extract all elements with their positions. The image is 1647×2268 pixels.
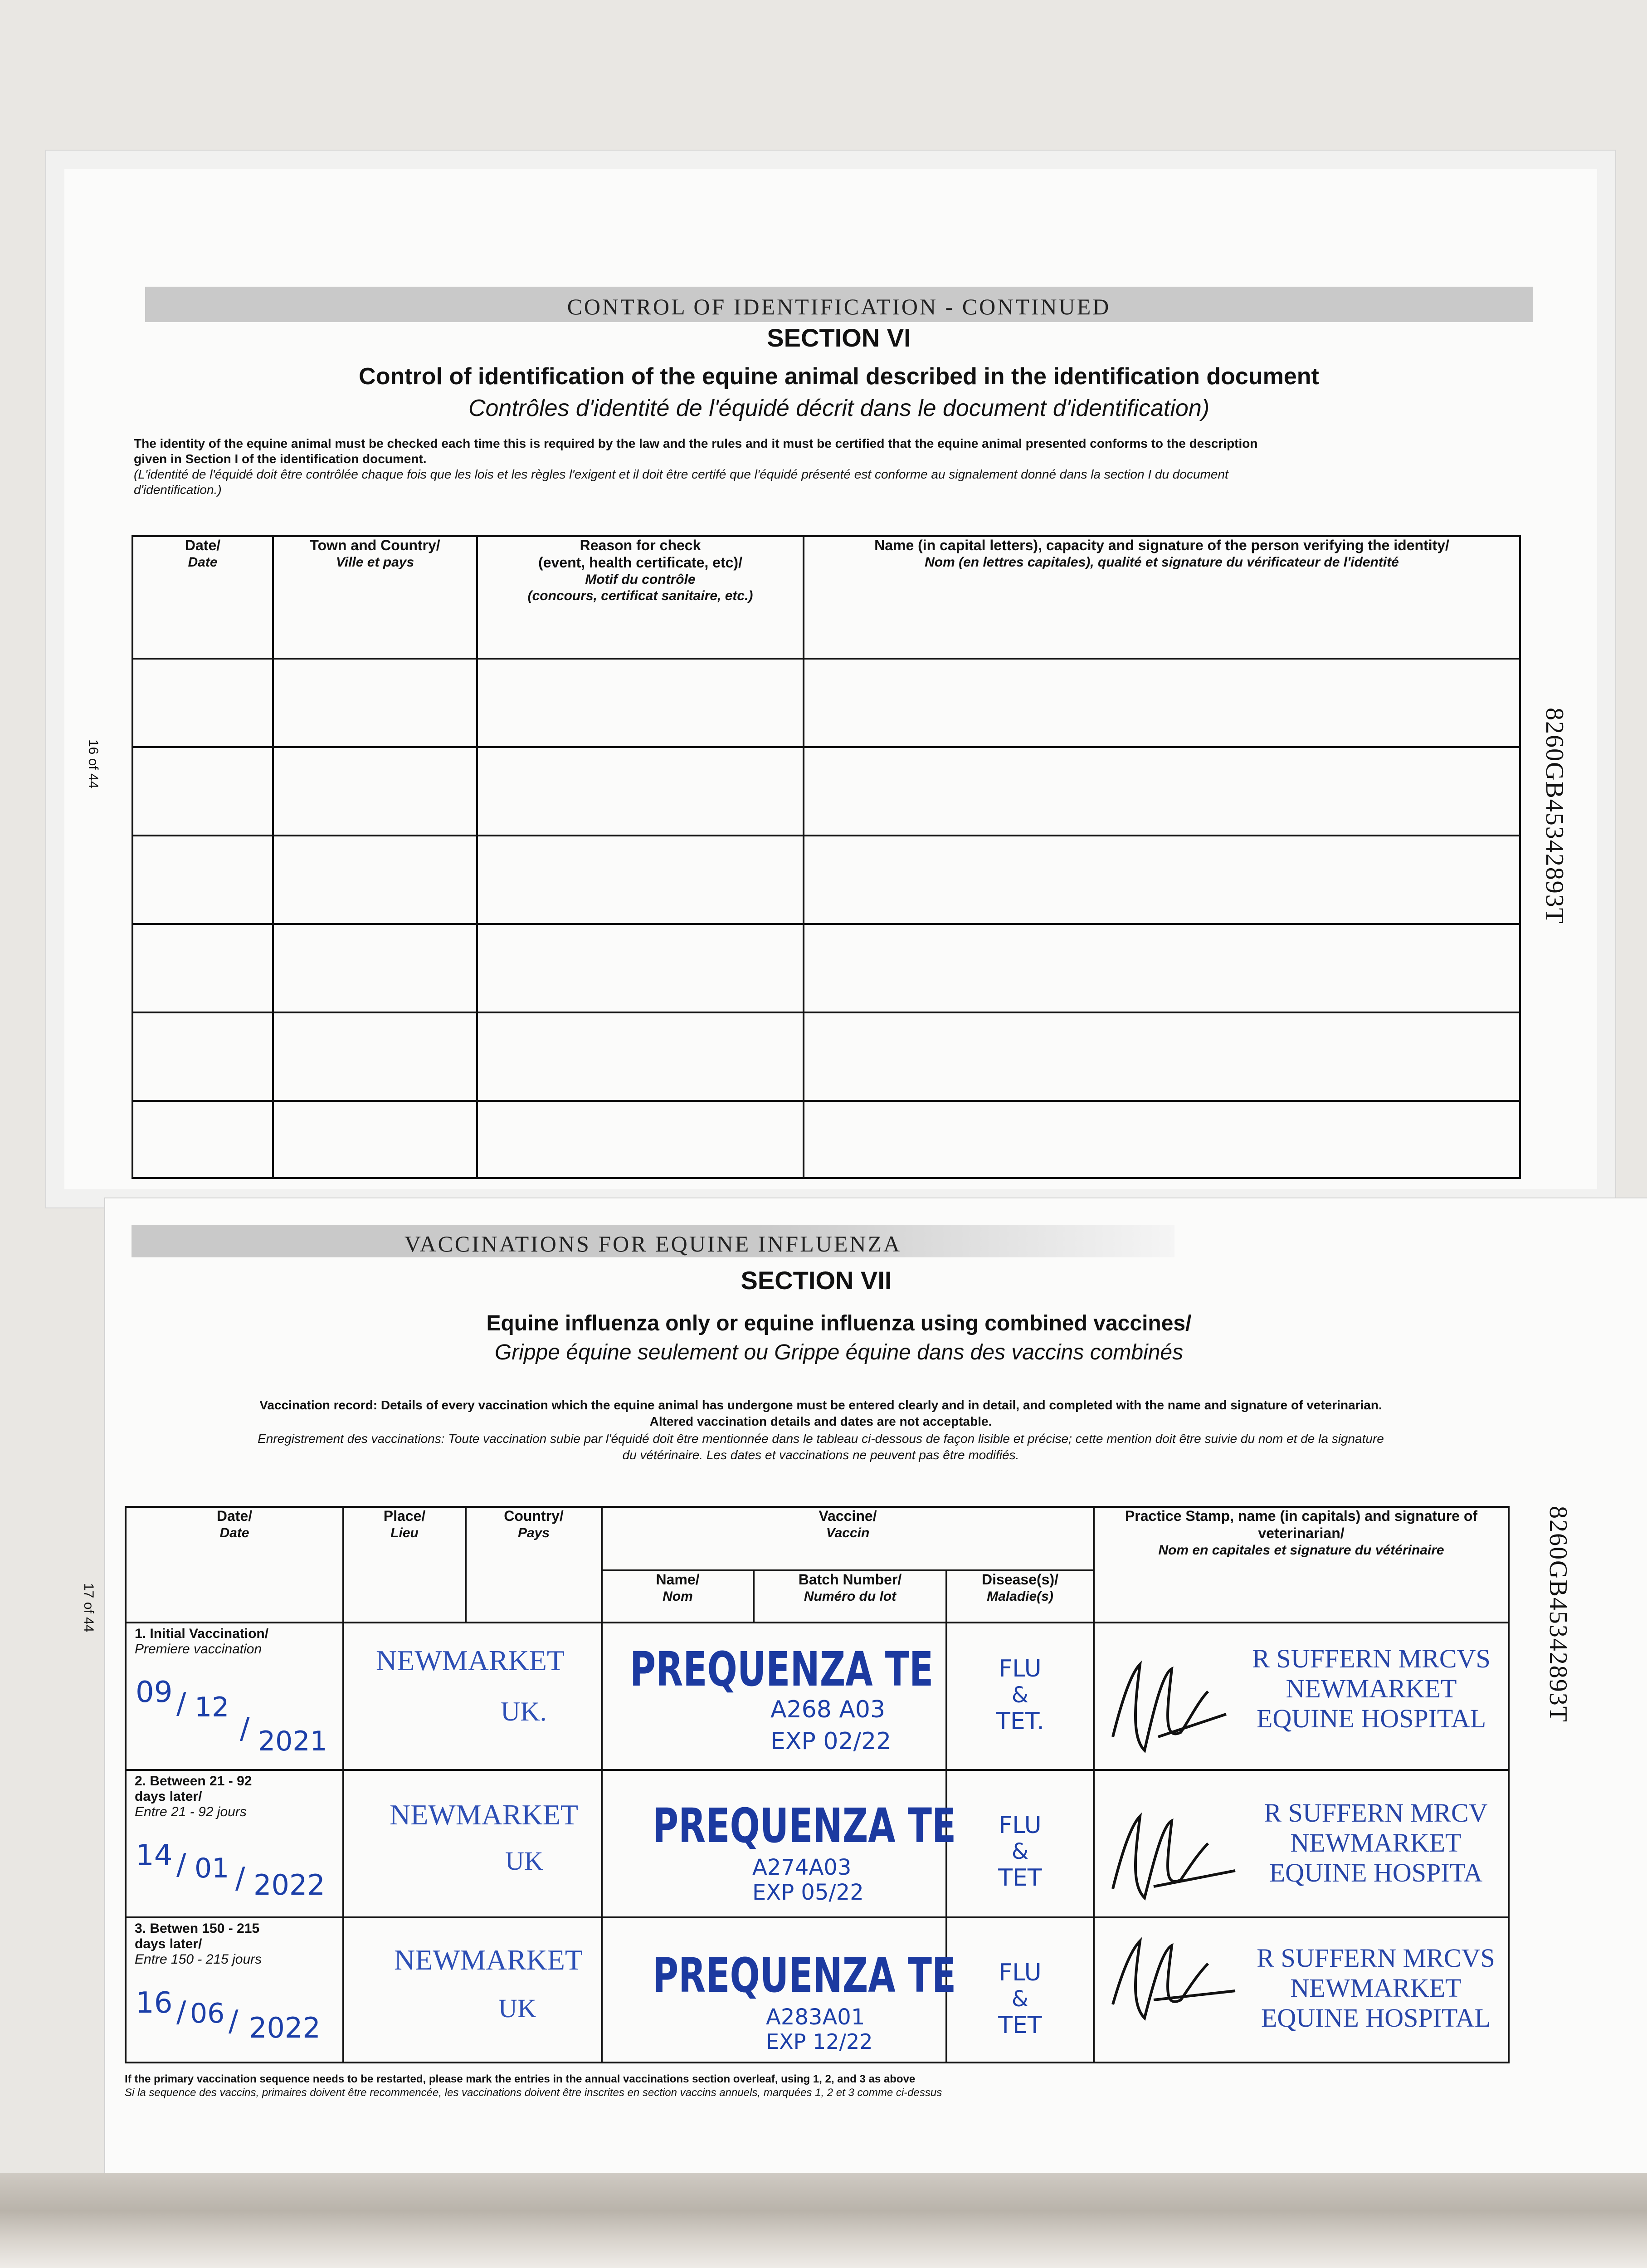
disease-flu: FLU — [999, 1655, 1042, 1682]
vaccine-cell — [602, 1623, 946, 1770]
table-cell[interactable] — [477, 747, 804, 836]
identification-check-table — [132, 535, 1521, 1179]
disease-and: & — [1011, 1839, 1029, 1864]
date-month: 12 — [195, 1691, 229, 1723]
batch-value: A274A03 — [752, 1855, 852, 1880]
section-vi-title-fr: Contrôles d'identité de l'équidé décrit dans le document d'identification) — [468, 395, 1210, 421]
vaccination-record-en-1: Vaccination record: Details of every vaccination which the equine animal has undergone must be entered clearly and in detail, and completed with the name and signature of veterinarian. — [259, 1398, 1382, 1412]
date-slash: / — [240, 1712, 250, 1745]
table-cell[interactable] — [804, 1012, 1520, 1101]
vaccination-record-en-2: Altered vaccination details and dates are not acceptable. — [649, 1414, 992, 1428]
signature-icon — [1104, 1927, 1240, 2036]
col-disease: Disease(s)/ Maladie(s) — [946, 1570, 1094, 1623]
col-vaccine: Vaccine/ Vaccin — [602, 1507, 1094, 1570]
vaccine-cell — [602, 1917, 956, 2063]
col-country: Country/ Pays — [466, 1507, 602, 1623]
date-day: 16 — [136, 1986, 173, 2020]
vaccine-name-stamp: PREQUENZA TE — [630, 1642, 934, 1697]
practice-hospital: EQUINE HOSPITAL — [1256, 1704, 1486, 1733]
date-year: 2022 — [253, 1868, 325, 1901]
table-cell[interactable] — [273, 659, 477, 747]
practice-town: NEWMARKET — [1290, 1973, 1462, 2003]
table-cell[interactable] — [804, 836, 1520, 924]
table-cell[interactable] — [273, 747, 477, 836]
date-month: 01 — [195, 1853, 229, 1884]
disease-flu: FLU — [999, 1812, 1042, 1839]
table-cell[interactable] — [132, 924, 273, 1012]
vaccine-name-stamp: PREQUENZA TE — [653, 1948, 956, 2003]
col-vaccine-name: Name/ Nom — [602, 1570, 754, 1623]
vaccination-row — [126, 1770, 1509, 1917]
section-vii-banner: VACCINATIONS FOR EQUINE INFLUENZA — [132, 1225, 1174, 1257]
date-year: 2022 — [249, 2011, 321, 2044]
table-cell[interactable] — [273, 924, 477, 1012]
col-batch: Batch Number/ Numéro du lot — [754, 1570, 946, 1623]
table-cell[interactable] — [132, 747, 273, 836]
section-vii-heading: SECTION VII — [741, 1266, 892, 1295]
expiry-value: EXP 12/22 — [766, 2029, 873, 2054]
date-slash: / — [229, 2004, 239, 2038]
date-cell: 1. Initial Vaccination/ Premiere vaccination 09 / 12 / 2021 — [126, 1623, 343, 1770]
place-stamp: NEWMARKET — [376, 1644, 565, 1677]
col-town-country: Town and Country/ Ville et pays — [273, 536, 477, 659]
serial-number-top: 8260GB45342893T — [1540, 708, 1569, 924]
disease-tet: TET — [998, 1864, 1042, 1892]
signature-icon — [1104, 1646, 1231, 1764]
table-cell[interactable] — [132, 1101, 273, 1178]
practice-name: R SUFFERN MRCVS — [1252, 1644, 1491, 1673]
expiry-value: EXP 02/22 — [770, 1728, 892, 1755]
place-stamp: NEWMARKET — [394, 1944, 583, 1976]
table-cell[interactable] — [132, 659, 273, 747]
vaccination-row — [126, 1623, 1509, 1770]
booklet-edge — [0, 2173, 1647, 2268]
vaccine-name-stamp: PREQUENZA TE — [653, 1798, 956, 1853]
footnote-fr: Si la sequence des vaccins, primaires doivent être recommencée, les vaccinations doivent être inscrites en section vaccins annuels, marquées 1, 2 et 3 comme ci-dessus — [125, 2087, 942, 2099]
vaccine-cell — [602, 1770, 956, 1917]
disease-tet: TET — [998, 2012, 1042, 2039]
practice-town: NEWMARKET — [1286, 1674, 1457, 1703]
table-cell[interactable] — [132, 1012, 273, 1101]
col-place: Place/ Lieu — [343, 1507, 466, 1623]
vaccination-record-fr-2: du vétérinaire. Les dates et vaccinations ne peuvent pas être modifiés. — [622, 1448, 1019, 1462]
practice-name: R SUFFERN MRCV — [1264, 1798, 1488, 1828]
table-cell[interactable] — [804, 659, 1520, 747]
date-cell: 2. Between 21 - 92 days later/ Entre 21 - 92 jours 14 / 01 / 2022 — [126, 1770, 343, 1917]
col-date: Date/ Date — [126, 1507, 343, 1623]
col-verifier: Name (in capital letters), capacity and signature of the person verifying the identity/ Nom (en lettres capitales), qualité et signature du vérificateur de l'identité — [804, 536, 1520, 659]
col-date: Date/ Date — [132, 536, 273, 659]
section-vi-intro-fr-2: d'identification.) — [134, 483, 222, 497]
vaccination-table — [125, 1506, 1510, 2063]
table-cell[interactable] — [477, 1012, 804, 1101]
section-vi-intro-en-1: The identity of the equine animal must be checked each time this is required by the law and the rules and it must be certified that the equine animal presented conforms to the description — [134, 436, 1258, 450]
section-vi-banner: CONTROL OF IDENTIFICATION - CONTINUED — [145, 287, 1533, 322]
section-vi-intro-en-2: given in Section I of the identification document. — [134, 452, 427, 466]
table-cell[interactable] — [804, 747, 1520, 836]
batch-value: A268 A03 — [770, 1696, 886, 1723]
table-cell[interactable] — [273, 1012, 477, 1101]
col-practice: Practice Stamp, name (in capitals) and signature of veterinarian/ Nom en capitales et signature du vétérinaire — [1094, 1507, 1509, 1623]
date-month: 06 — [190, 1998, 225, 2029]
country-value: UK — [505, 1846, 543, 1876]
practice-hospital: EQUINE HOSPITA — [1269, 1858, 1483, 1887]
date-slash: / — [176, 1687, 186, 1721]
footnote-en: If the primary vaccination sequence needs to be restarted, please mark the entries in the annual vaccinations section overleaf, using 1, 2, and 3 as above — [125, 2073, 916, 2085]
section-vi-heading: SECTION VI — [767, 323, 911, 352]
disease-cell — [946, 1770, 1094, 1917]
table-cell[interactable] — [273, 1101, 477, 1178]
date-day: 14 — [136, 1839, 173, 1872]
section-vi-intro-fr-1: (L'identité de l'équidé doit être contrôlée chaque fois que les lois et les règles l'exigent et il doit être certifé que l'équidé présenté est conforme au signalement donné dans la section I du document — [134, 467, 1228, 481]
practice-town: NEWMARKET — [1290, 1828, 1462, 1857]
country-value: UK — [498, 1994, 536, 2023]
serial-number-bottom: 8260GB45342893T — [1544, 1506, 1572, 1723]
batch-value: A283A01 — [766, 2004, 865, 2030]
practice-cell — [1094, 1623, 1509, 1770]
page-number-16: 16 of 44 — [86, 739, 101, 789]
table-cell[interactable] — [804, 1101, 1520, 1178]
place-country-cell — [343, 1770, 602, 1917]
table-cell[interactable] — [273, 836, 477, 924]
section-vi-title: Control of identification of the equine animal described in the identification document — [359, 363, 1319, 390]
practice-cell — [1094, 1917, 1509, 2063]
date-slash: / — [235, 1862, 245, 1895]
date-slash: / — [176, 1995, 186, 2029]
disease-cell — [946, 1623, 1094, 1770]
date-slash: / — [176, 1848, 186, 1882]
country-value: UK. — [501, 1696, 547, 1726]
expiry-value: EXP 05/22 — [752, 1880, 864, 1905]
signature-icon — [1104, 1794, 1240, 1911]
practice-cell — [1094, 1770, 1509, 1917]
table-cell[interactable] — [132, 836, 273, 924]
date-year: 2021 — [258, 1725, 327, 1757]
date-cell: 3. Betwen 150 - 215 days later/ Entre 150 - 215 jours 16 / 06 / 2022 — [126, 1917, 343, 2063]
disease-and: & — [1011, 1682, 1029, 1708]
table-cell[interactable] — [477, 924, 804, 1012]
practice-hospital: EQUINE HOSPITAL — [1261, 2003, 1491, 2033]
disease-cell — [946, 1917, 1094, 2063]
date-day: 09 — [136, 1676, 173, 1709]
disease-tet: TET. — [996, 1708, 1044, 1735]
place-stamp: NEWMARKET — [390, 1799, 578, 1831]
page-number-17: 17 of 44 — [81, 1583, 96, 1633]
disease-flu: FLU — [999, 1959, 1042, 1986]
table-cell[interactable] — [804, 924, 1520, 1012]
practice-name: R SUFFERN MRCVS — [1257, 1943, 1495, 1973]
section-vii-title: Equine influenza only or equine influenza using combined vaccines/ — [486, 1311, 1192, 1335]
vaccination-record-fr-1: Enregistrement des vaccinations: Toute vaccination subie par l'équidé doit être mentionnée dans le tableau ci-dessous de façon lisible et précise; cette mention doit être suivie du nom et de la signature — [258, 1432, 1384, 1446]
table-cell[interactable] — [477, 836, 804, 924]
table-cell[interactable] — [477, 1101, 804, 1178]
place-country-cell — [343, 1917, 602, 2063]
section-vii-title-fr: Grippe équine seulement ou Grippe équine dans des vaccins combinés — [494, 1340, 1184, 1364]
disease-and: & — [1011, 1986, 1029, 2012]
place-country-cell — [343, 1623, 602, 1770]
vaccination-row — [126, 1917, 1509, 2063]
table-cell[interactable] — [477, 659, 804, 747]
col-reason: Reason for check (event, health certificate, etc)/ Motif du contrôle (concours, certificat sanitaire, etc.) — [477, 536, 804, 659]
